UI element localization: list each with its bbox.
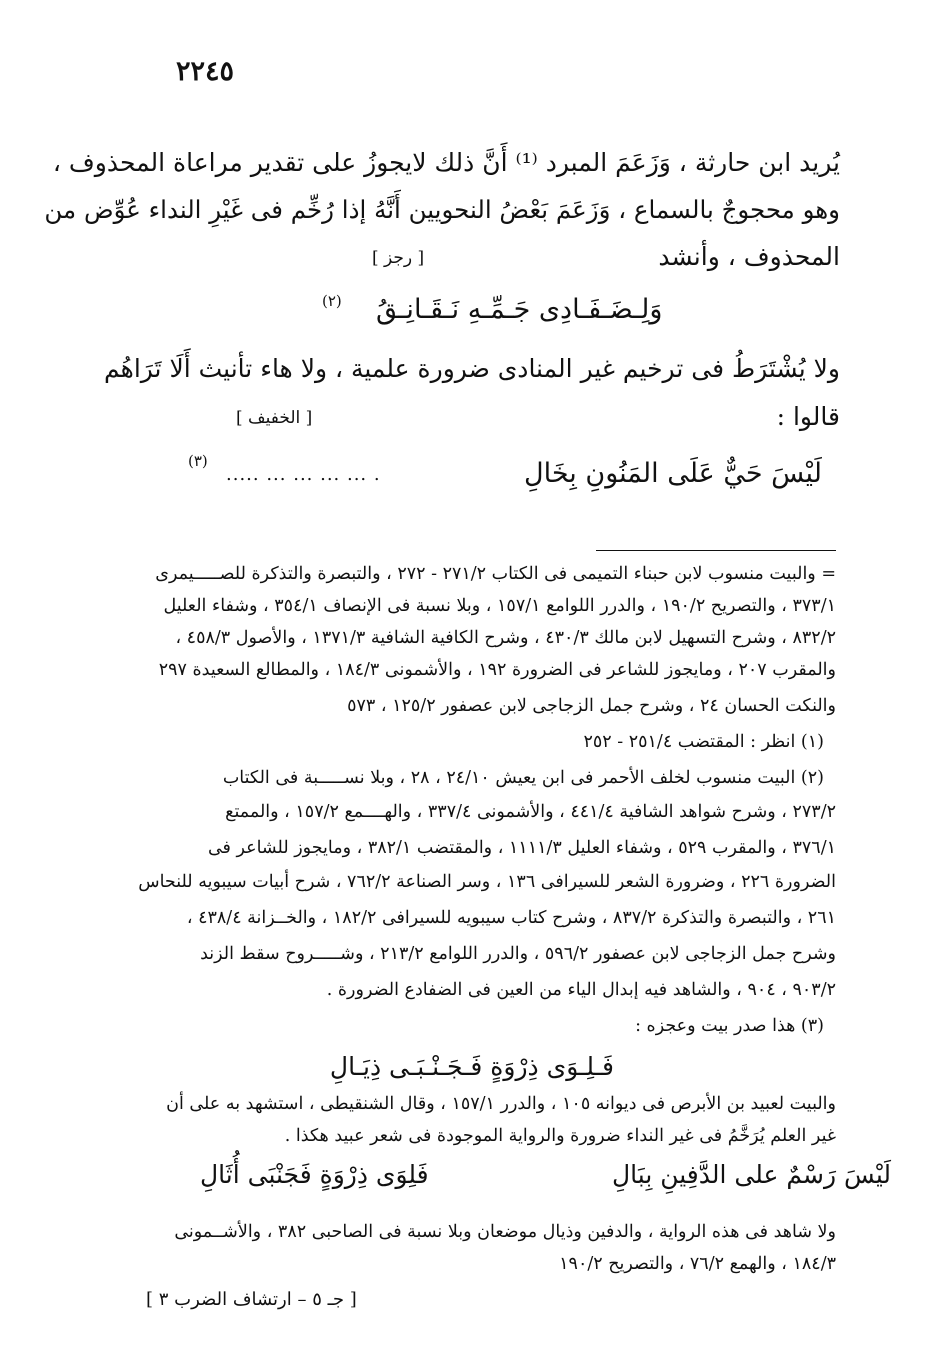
- verse-2-dots: ..... ... ... ... ... .: [226, 464, 381, 485]
- verse-1: وَلِـضَـفَـادِى جَـمِّـهِ نَـقَـانِـقُ: [376, 294, 663, 325]
- main-line-4: ولا يُشْتَرَطُ فى ترخيم غير المنادى ضرورة علمية ، ولا هاء تأنيث أَلَا تَرَاهُم: [104, 354, 840, 383]
- footnote-3-line-2: غير العلم يُرَخَّمُ فى غير النداء ضرورة والرواية الموجودة فى شعر عبيد هكذا .: [284, 1126, 836, 1146]
- footnote-2-line-6: وشرح جمل الزجاجى لابن عصفور ٥٩٦/٢ ، والدرر اللوامع ٢١٣/٢ ، وشـــــروح سقط الزند: [200, 944, 836, 964]
- footnote-3-line-1: والبيت لعبيد بن الأبرص فى ديوانه ١٠٥ ، والدرر ١٥٧/١ ، وقال الشنقيطى ، استشهد به على أن: [166, 1094, 836, 1114]
- footnote-3-verse-2-second-hemistich: فَلِوَى ذِرْوَةٍ فَجَنْبَى أُثَالِ: [200, 1160, 429, 1189]
- footnote-cont-line-2: ٣٧٣/١ ، والتصريح ١٩٠/٢ ، والدرر اللوامع ١٥٧/١ ، وبلا نسبة فى الإنصاف ٣٥٤/١ ، وشفاء العليل: [163, 596, 836, 616]
- footnote-2-line-7: ٩٠٣/٢ ، ٩٠٤ ، والشاهد فيه إبدال الياء من العين فى الضفادع الضرورة .: [326, 980, 836, 1000]
- meter-label-rajaz: [ رجز ]: [372, 248, 425, 268]
- footnote-cont-line-3: ٨٣٢/٢ ، وشرح التسهيل لابن مالك ٤٣٠/٣ ، وشرح الكافية الشافية ١٣٧١/٣ ، والأصول ٤٥٨/٣ ،: [175, 628, 836, 648]
- main-line-5: قالوا :: [776, 402, 840, 431]
- verse-1-ref: (٢): [322, 292, 342, 310]
- footnote-3-verse-2-first-hemistich: لَيْسَ رَسْمٌ على الدَّفِينِ بِبَالِ: [612, 1160, 892, 1189]
- main-line-1: يُريد ابن حارثة ، وَزَعَمَ المبرد ⁽¹⁾ أَنَّ ذلك لايجوزُ على تقدير مراعاة المحذوف ،: [52, 148, 840, 177]
- footnote-2-line-2: ٢٧٣/٢ ، وشرح شواهد الشافية ٤٤١/٤ ، والأشمونى ٣٣٧/٤ ، والهــــمع ١٥٧/٢ ، والممتع: [225, 802, 836, 822]
- main-line-2: وهو محجوجٌ بالسماع ، وَزَعَمَ بَعْضُ النحويين أَنَّهُ إذا رُخِّم فى غَيْرِ النداء عُوِّض من: [44, 195, 840, 224]
- footnote-cont-line-5: والنكت الحسان ٢٤ ، وشرح جمل الزجاجى لابن عصفور ١٢٥/٢ ، ٥٧٣: [347, 696, 836, 716]
- footnote-2-line-5: ٢٦١ ، والتبصرة والتذكرة ٨٣٧/٢ ، وشرح كتاب سيبويه للسيرافى ١٨٢/٢ ، والخــزانة ٤٣٨/٤ ،: [186, 908, 836, 928]
- footnote-cont-line-4: والمقرب ٢٠٧ ، ومايجوز للشاعر فى الضرورة ١٩٢ ، والأشمونى ١٨٤/٣ ، والمطالع السعيدة ٢٩٧: [158, 660, 836, 680]
- verse-2-ref: (٣): [188, 452, 208, 470]
- main-line-3: المحذوف ، وأنشد: [658, 242, 840, 271]
- footnote-2-line-4: الضرورة ٢٢٦ ، وضرورة الشعر للسيرافى ١٣٦ ، وسر الصناعة ٧٦٢/٢ ، شرح أبيات سيبويه للنحاس: [138, 872, 836, 892]
- footnote-divider: [596, 550, 836, 551]
- verse-2: لَيْسَ حَيٌّ عَلَى المَنُونِ بِخَالِ: [524, 458, 822, 489]
- meter-label-khafif: [ الخفيف ]: [236, 408, 313, 428]
- running-footer: [ جـ ٥ – ارتشاف الضرب ٣ ]: [146, 1289, 357, 1310]
- footnote-3-line-3: ولا شاهد فى هذه الرواية ، والدفين وذيال موضعان وبلا نسبة فى الصاحبى ٣٨٢ ، والأشــمونى: [174, 1222, 836, 1242]
- footnote-3-verse: فَـلِـوَى ذِرْوَةٍ فَـجَـنْـبَـى ذِيَـالِ: [329, 1052, 614, 1081]
- footnote-2-line-3: ٣٧٦/١ ، والمقرب ٥٢٩ ، وشفاء العليل ١١١١/٣ ، والمقتضب ٣٨٢/١ ، ومايجوز للشاعر فى: [207, 838, 836, 858]
- footnote-3-line-4: ١٨٤/٣ ، والهمع ٧٦/٢ ، والتصريح ١٩٠/٢: [559, 1254, 836, 1274]
- footnote-3-intro: (٣) هذا صدر بيت وعجزه :: [635, 1016, 824, 1036]
- page-number: ٢٢٤٥: [176, 56, 235, 87]
- footnote-cont-line-1: = والبيت منسوب لابن حبناء التميمى فى الكتاب ٢٧١/٢ - ٢٧٢ ، والتبصرة والتذكرة للصـــــيمرى: [155, 564, 836, 584]
- footnote-2-line-1: (٢) البيت منسوب لخلف الأحمر فى ابن يعيش ٢٤/١٠ ، ٢٨ ، وبلا نســـــبة فى الكتاب: [222, 768, 824, 788]
- footnote-1: (١) انظر : المقتضب ٢٥١/٤ - ٢٥٢: [583, 732, 824, 752]
